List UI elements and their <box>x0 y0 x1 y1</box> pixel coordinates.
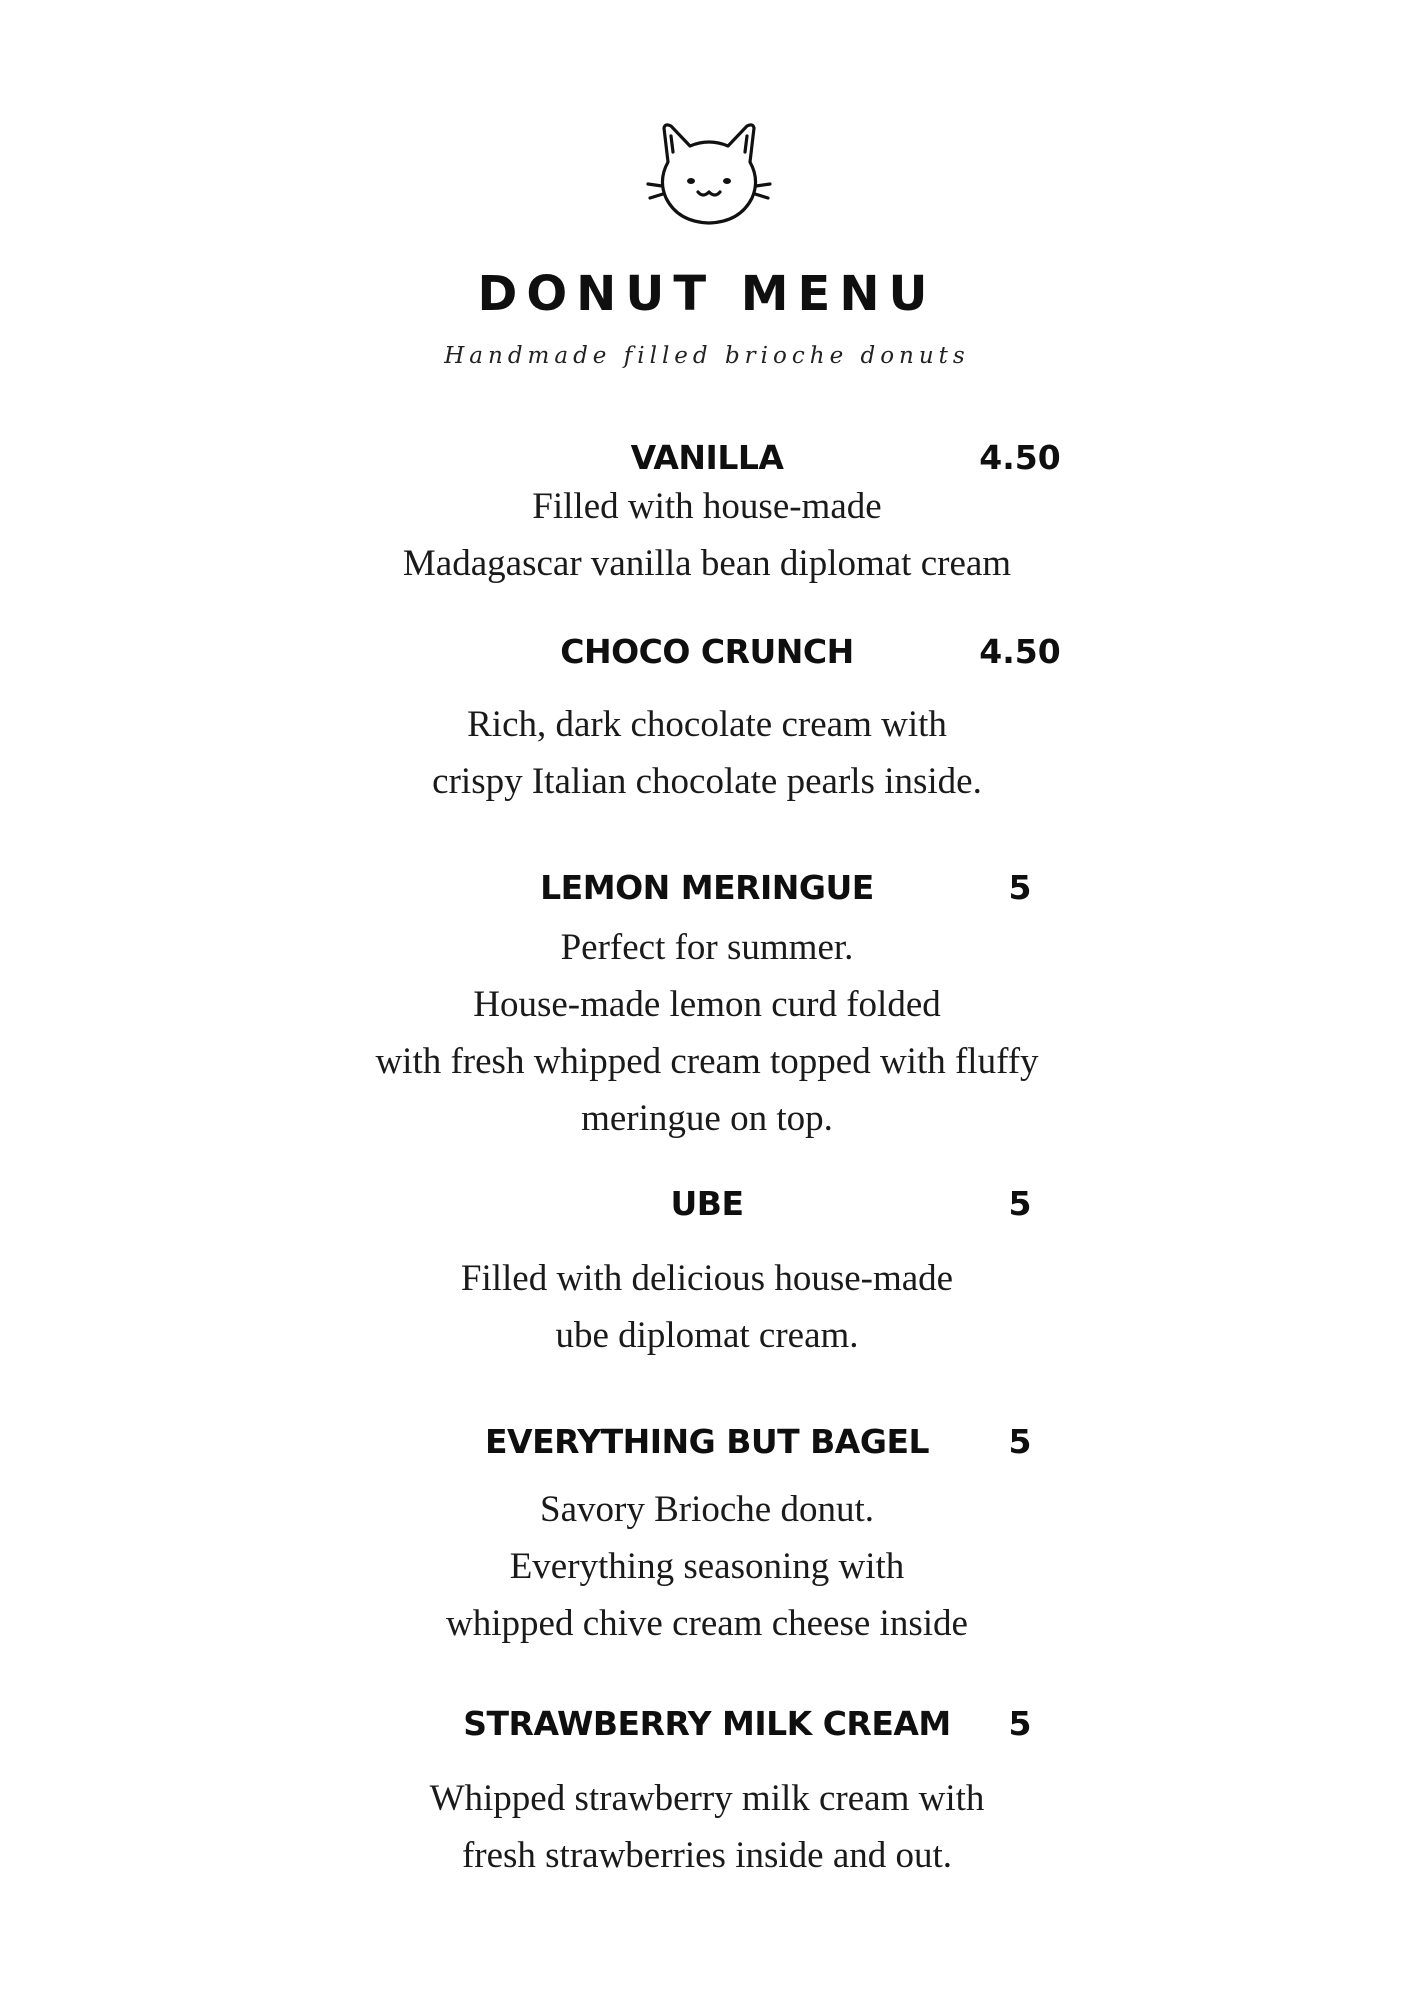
item-description-ube <box>257 1250 1157 1364</box>
item-description-everything-but-bagel <box>257 1481 1157 1652</box>
item-name-choco-crunch: CHOCO CRUNCH <box>560 632 854 671</box>
item-name-ube: UBE <box>670 1184 744 1223</box>
description-line: whipped chive cream cheese inside <box>446 1603 968 1644</box>
description-line: House-made lemon curd folded <box>473 984 941 1025</box>
description-line: ube diplomat cream. <box>555 1315 859 1356</box>
item-price-strawberry-milk-cream: 5 <box>1008 1704 1032 1743</box>
description-line: crispy Italian chocolate pearls inside. <box>432 761 982 802</box>
item-name-lemon-meringue: LEMON MERINGUE <box>540 868 874 907</box>
item-description-strawberry-milk-cream <box>257 1770 1157 1884</box>
page-subtitle: Handmade filled brioche donuts <box>444 343 970 369</box>
description-line: Whipped strawberry milk cream with <box>429 1778 985 1819</box>
item-description-lemon-meringue <box>257 919 1157 1147</box>
item-price-everything-but-bagel: 5 <box>1008 1422 1032 1461</box>
description-line: Filled with house-made <box>532 486 882 527</box>
description-line: Savory Brioche donut. <box>540 1489 874 1530</box>
page-title: DONUT MENU <box>477 266 937 322</box>
item-description-choco-crunch <box>257 696 1157 810</box>
description-line: Madagascar vanilla bean diplomat cream <box>402 543 1012 584</box>
description-line: meringue on top. <box>581 1098 833 1139</box>
item-name-vanilla: VANILLA <box>630 438 784 477</box>
item-description-vanilla <box>257 478 1157 592</box>
item-name-everything-but-bagel: EVERYTHING BUT BAGEL <box>484 1422 930 1461</box>
item-price-vanilla: 4.50 <box>979 438 1061 477</box>
description-line: fresh strawberries inside and out. <box>461 1835 953 1876</box>
description-line: Filled with delicious house-made <box>460 1258 954 1299</box>
description-line: Everything seasoning with <box>509 1546 905 1587</box>
description-line: Perfect for summer. <box>560 927 854 968</box>
description-line: Rich, dark chocolate cream with <box>467 704 947 745</box>
cat-face-icon <box>644 118 774 230</box>
description-line: with fresh whipped cream topped with fluffy <box>375 1041 1039 1082</box>
item-price-choco-crunch: 4.50 <box>979 632 1061 671</box>
item-price-lemon-meringue: 5 <box>1008 868 1032 907</box>
item-price-ube: 5 <box>1008 1184 1032 1223</box>
item-name-strawberry-milk-cream: STRAWBERRY MILK CREAM <box>463 1704 951 1743</box>
